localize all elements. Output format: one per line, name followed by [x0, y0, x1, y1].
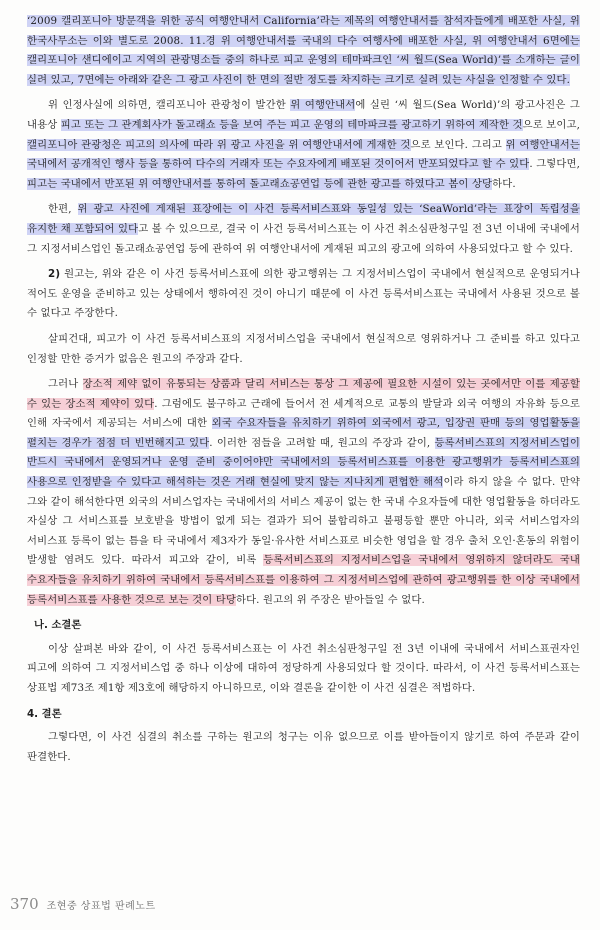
page-footer: [10, 895, 156, 913]
highlight-blue-text: 외국 수요자들을 유치하기 위하여 외국에서 광고, 입장권 판매 등의 영업활동을 펼치는 경우가 점점 더 빈번해지고 있다: [27, 417, 581, 449]
body-paragraphs: [27, 12, 580, 610]
highlight-blue-text: 위 여행안내서: [290, 99, 356, 112]
highlight-blue-text: 캘리포니아 관광청은 피고의 의사에 따라 위 광고 사진을 위 여행안내서에 게재한 것: [27, 138, 411, 151]
body-paragraph: [27, 375, 580, 610]
conclusion-summary-paragraph: 이상 살펴본 바와 같이, 이 사건 등록서비스표는 이 사건 취소심판청구일 전 3년 이내에 국내에서 서비스표권자인 피고에 의하여 그 지정서비스업 중 하나 이상에 대하여 정당하게 사용되었다 할 것이다. 따라서, 이 사건 등록서비스표는 상표법 제73조 제1항 제3호에 해당하지 아니하므로, 이와 결론을 같이한 이 사건 심결은 적법하다.: [27, 642, 580, 694]
body-text: 에 실린 ‘씨 월드(Sea World)’의 광고사진은 그 내용상: [27, 99, 580, 131]
section-heading-conclusion-summary: 나. 소결론: [34, 619, 82, 632]
body-paragraph: [27, 96, 580, 194]
book-title: 조현중 상표법 판례노트: [46, 901, 156, 912]
highlight-blue-text: 피고 또는 그 관계회사가 돌고래쇼 등을 보여 주는 피고 운영의 테마파크를 광고하기 위하여 제작한 것: [60, 118, 523, 131]
body-text: . 그렇다면,: [529, 158, 581, 171]
body-paragraph: [27, 330, 580, 369]
conclusion-paragraph: 그렇다면, 이 사건 심결의 취소를 구하는 원고의 청구는 이유 없으므로 이를 받아들이지 않기로 하여 주문과 같이 판결한다.: [27, 731, 580, 763]
body-text: 하다. 원고의 위 주장은 받아들일 수 없다.: [235, 593, 425, 606]
body-text: 원고는, 위와 같은 이 사건 등록서비스표에 의한 광고행위는 그 지정서비스업이 국내에서 현실적으로 운영되거나 적어도 운영을 준비하고 있는 상태에서 행하여진 것이 아니기 때문에 이 사건 등록서비스표는 국내에서 사용된 것으로 볼 수 없다고 주장한다.: [27, 268, 580, 320]
highlight-blue-text: 위 여행안내서는 국내에서 공개적인 행사 등을 통하여 다수의 거래자 또는 수요자에게 배포된 것이어서 반포되었다고 할 수 있다: [27, 138, 581, 171]
body-text: 위 인정사실에 의하면, 캘리포니아 관광청이 발간한: [48, 99, 291, 112]
body-text: 으로 보이고,: [522, 118, 580, 131]
body-text: . 이러한 점들을 고려할 때, 원고의 주장과 같이,: [209, 436, 435, 449]
highlight-blue-text: 위 광고 사진에 게재된 표장에는 이 사건 등록서비스표와 동일성 있는 ‘SeaWorld’라는 표장이 독립성을 유지한 채 포함되어 있다: [27, 203, 580, 235]
highlight-pink-text: 장소적 제약 없이 유통되는 상품과 달리 서비스는 통상 그 제공에 필요한 시설이 있는 곳에서만 이를 제공할 수 있는 장소적 제약이 있다: [27, 378, 580, 410]
body-text: 한편,: [48, 203, 78, 216]
highlight-pink-text: 등록서비스표의 지정서비스업을 국내에서 영위하지 않더라도 국내 수요자들을 유치하기 위하여 국내에서 등록서비스표를 이용하여 그 지정서비스업에 관하여 광고행위를 한 이상 국내에서 등록서비스표를 사용한 것으로 보는 것이 타당: [27, 554, 580, 606]
highlight-blue-text: 등록서비스표의 지정서비스업이 반드시 국내에서 운영되거나 운영 준비 중이어야만 국내에서의 등록서비스표를 이용한 광고행위가 등록서비스표의 사용으로 인정받을 수 있다고 해석하는 것은 거래 현실에 맞지 않는 지나치게 편협한 해석: [27, 436, 581, 489]
body-paragraph: [27, 265, 580, 324]
body-text: 그러나: [48, 378, 83, 391]
page-number: 370: [10, 895, 39, 913]
section-heading-conclusion: 4. 결론: [27, 707, 62, 720]
body-text: . 그럼에도 불구하고 근래에 들어서 전 세계적으로 교통의 발달과 외국 여행의 자유화 등으로 인해 자국에서 제공되는 서비스에 대한: [27, 397, 580, 430]
highlight-blue-text: ‘2009 캘리포니아 방문객을 위한 공식 여행안내서 California’라는 제목의 여행안내서를 참석자들에게 배포한 사실, 위 한국사무소는 이와 별도로 2008. 11.경 위 여행안내서를 국내의 다수 여행사에 배포한 사실, 위 여행안내서 6면에는 캘리포니아 샌디에이고 지역의 관광명소들 중의 하나로 피고 운영의 테마파크인 ‘씨 월드(Sea World)’를 소개하는 글이 실려 있고, 7면에는 아래와 같은 그 광고 사진이 한 면의 절반 정도를 차지하는 크기로 실려 있는 사실을 인정할 수 있다.: [27, 15, 580, 86]
body-paragraph: [27, 12, 580, 90]
body-text: 이라 하지 않을 수 없다. 만약 그와 같이 해석한다면 외국의 서비스업자는 국내에서의 서비스 제공이 없는 한 국내 수요자들에 대한 영업활동을 하더라도 자실상 그 서비스표를 보호받을 방법이 없게 되는 결과가 되어 불합리하고 불평등할 뿐만 아니라, 외국 서비스업자의 서비스표 등록이 없는 틈을 타 국내에서 제3자가 동일·유사한 서비스표로 비슷한 영업을 할 경우 출처 오인·혼동의 위험이 발생할 염려도 있다. 따라서 피고와 같이, 비록: [27, 476, 581, 567]
highlight-blue-text: 피고는 국내에서 반포된 위 여행안내서를 통하여 돌고래쇼공연업 등에 관한 광고를 하였다고 봄이 상당: [27, 177, 493, 190]
body-text: 으로 보인다. 그리고: [410, 138, 506, 151]
body-paragraph: [27, 200, 580, 259]
body-text: 하다.: [492, 177, 516, 190]
body-text: 고 볼 수 있으므로, 결국 이 사건 등록서비스표는 이 사건 취소심판청구일 전 3년 이내에 국내에서 그 지정서비스업인 돌고래쇼공연업 등에 관하여 위 여행안내서에 게재된 피고의 광고에 의하여 사용되었다고 할 수 있다.: [27, 222, 580, 255]
item-number: 2): [48, 268, 61, 281]
body-text: 살피건대, 피고가 이 사건 등록서비스표의 지정서비스업을 국내에서 현실적으로 영위하거나 그 준비를 하고 있다고 인정할 만한 증거가 없음은 원고의 주장과 같다.: [27, 332, 580, 365]
